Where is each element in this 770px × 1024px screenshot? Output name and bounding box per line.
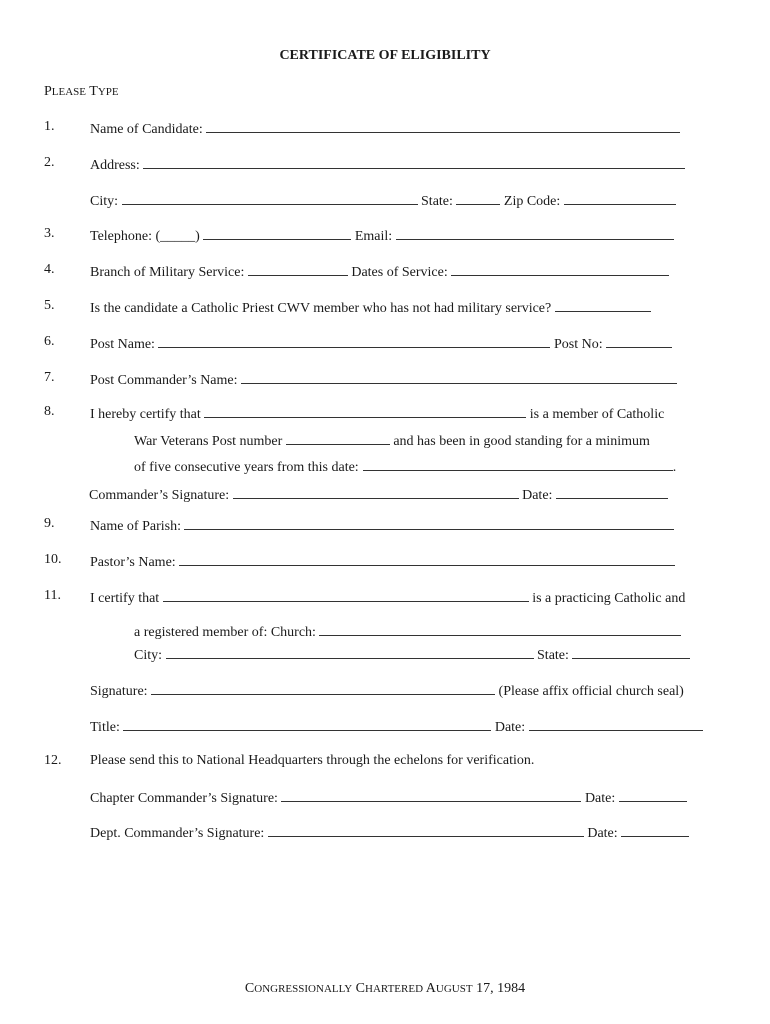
certify-3a-label: of five consecutive years from this date: — [134, 460, 359, 475]
title-field[interactable] — [123, 717, 491, 731]
dept-date-field[interactable] — [621, 823, 689, 837]
footer-charter: CONGRESSIONALLY CHARTERED AUGUST 17, 1984 — [244, 981, 526, 996]
chapter-date-label: Date: — [584, 791, 616, 806]
city-field[interactable] — [122, 191, 418, 205]
military-service-row — [90, 262, 669, 281]
certify-date-field[interactable] — [363, 457, 673, 471]
post-commander-row — [90, 370, 677, 389]
item-number-5: 5. — [44, 298, 55, 313]
title-date-field[interactable] — [529, 717, 703, 731]
item-number-4: 4. — [44, 262, 55, 277]
address-field[interactable] — [143, 155, 685, 169]
post-commander-field[interactable] — [241, 370, 677, 384]
priest-question-field[interactable] — [555, 298, 651, 312]
certify-line-2 — [134, 431, 650, 450]
post-no-field[interactable] — [606, 334, 672, 348]
verification-instruction: Please send this to National Headquarters through the echelons for verification. — [90, 753, 535, 768]
pastor-name-label: Pastor’s Name: — [90, 555, 176, 570]
item-number-2: 2. — [44, 155, 55, 170]
signature-label: Signature: — [90, 684, 148, 699]
certify-1a-label: I hereby certify that — [90, 407, 201, 422]
church-row — [134, 622, 681, 641]
please-type-instruction: PLEASE TYPE — [44, 84, 119, 99]
chapter-commander-row — [90, 788, 687, 807]
certify-that-label: I certify that — [90, 591, 160, 606]
church-state-field[interactable] — [572, 645, 690, 659]
certify-3b-label: . — [672, 460, 677, 475]
chapter-commander-field[interactable] — [281, 788, 581, 802]
name-of-candidate-field[interactable] — [206, 119, 680, 133]
post-commander-label: Post Commander’s Name: — [90, 373, 238, 388]
item-number-1: 1. — [44, 119, 55, 134]
parish-row — [90, 516, 674, 535]
area-code-field[interactable]: (_____) — [155, 229, 200, 244]
dates-of-service-field[interactable] — [451, 262, 669, 276]
branch-label: Branch of Military Service: — [90, 265, 245, 280]
church-state-label: State: — [537, 648, 569, 663]
church-seal-note: (Please affix official church seal) — [498, 684, 684, 699]
post-name-field[interactable] — [158, 334, 550, 348]
title-date-row — [90, 717, 703, 736]
dept-commander-label: Dept. Commander’s Signature: — [90, 826, 265, 841]
name-of-parish-field[interactable] — [184, 516, 674, 530]
post-name-label: Post Name: — [90, 337, 155, 352]
item-number-3: 3. — [44, 226, 55, 241]
title-label: Title: — [90, 720, 120, 735]
telephone-email-row — [90, 226, 674, 245]
certify-line-1 — [90, 404, 664, 423]
signature-field[interactable] — [151, 681, 495, 695]
item-number-6: 6. — [44, 334, 55, 349]
telephone-field[interactable] — [203, 226, 351, 240]
post-number-field[interactable] — [286, 431, 390, 445]
practicing-name-field[interactable] — [163, 588, 529, 602]
church-city-field[interactable] — [166, 645, 534, 659]
chapter-commander-label: Chapter Commander’s Signature: — [90, 791, 278, 806]
state-label: State: — [421, 194, 453, 209]
email-field[interactable] — [396, 226, 674, 240]
commander-signature-label: Commander’s Signature: — [89, 488, 230, 503]
church-signature-row — [90, 681, 684, 700]
registered-member-label: a registered member of: Church: — [134, 625, 316, 640]
item-number-8: 8. — [44, 404, 55, 419]
branch-field[interactable] — [248, 262, 348, 276]
commander-signature-row — [89, 485, 668, 504]
item-number-12: 12. — [44, 753, 62, 768]
item-number-9: 9. — [44, 516, 55, 531]
city-state-zip-row — [90, 191, 676, 210]
certify-1b-label: is a member of Catholic — [529, 407, 665, 422]
member-name-field[interactable] — [204, 404, 526, 418]
post-row — [90, 334, 672, 353]
city-label: City: — [90, 194, 119, 209]
title-date-label: Date: — [494, 720, 526, 735]
practicing-label: is a practicing Catholic and — [532, 591, 686, 606]
state-field[interactable] — [456, 191, 500, 205]
commander-date-label: Date: — [522, 488, 553, 503]
practicing-certify-row — [90, 588, 685, 607]
church-field[interactable] — [319, 622, 681, 636]
dates-of-service-label: Dates of Service: — [351, 265, 448, 280]
name-of-parish-label: Name of Parish: — [90, 519, 181, 534]
church-city-state-row — [134, 645, 690, 664]
pastor-row — [90, 552, 675, 571]
church-city-label: City: — [134, 648, 163, 663]
pastor-name-field[interactable] — [179, 552, 675, 566]
email-label: Email: — [354, 229, 393, 244]
name-of-candidate-row — [90, 119, 680, 138]
zip-code-field[interactable] — [564, 191, 676, 205]
address-label: Address: — [90, 158, 140, 173]
priest-question-row — [90, 298, 651, 317]
certify-2b-label: and has been in good standing for a minimum — [393, 434, 650, 449]
zip-code-label: Zip Code: — [503, 194, 561, 209]
certify-2a-label: War Veterans Post number — [134, 434, 283, 449]
item-number-7: 7. — [44, 370, 55, 385]
dept-commander-row — [90, 823, 689, 842]
certify-line-3 — [134, 457, 676, 476]
chapter-date-field[interactable] — [619, 788, 687, 802]
dept-date-label: Date: — [587, 826, 618, 841]
name-of-candidate-label: Name of Candidate: — [90, 122, 203, 137]
item-number-11: 11. — [44, 588, 61, 603]
commander-signature-field[interactable] — [233, 485, 519, 499]
address-row — [90, 155, 685, 174]
item-number-10: 10. — [44, 552, 62, 567]
post-no-label: Post No: — [553, 337, 603, 352]
telephone-label: Telephone: — [90, 229, 152, 244]
dept-commander-field[interactable] — [268, 823, 584, 837]
document-title: CERTIFICATE OF ELIGIBILITY — [279, 48, 491, 63]
commander-date-field[interactable] — [556, 485, 668, 499]
priest-question-label: Is the candidate a Catholic Priest CWV member who has not had military service? — [90, 301, 552, 316]
